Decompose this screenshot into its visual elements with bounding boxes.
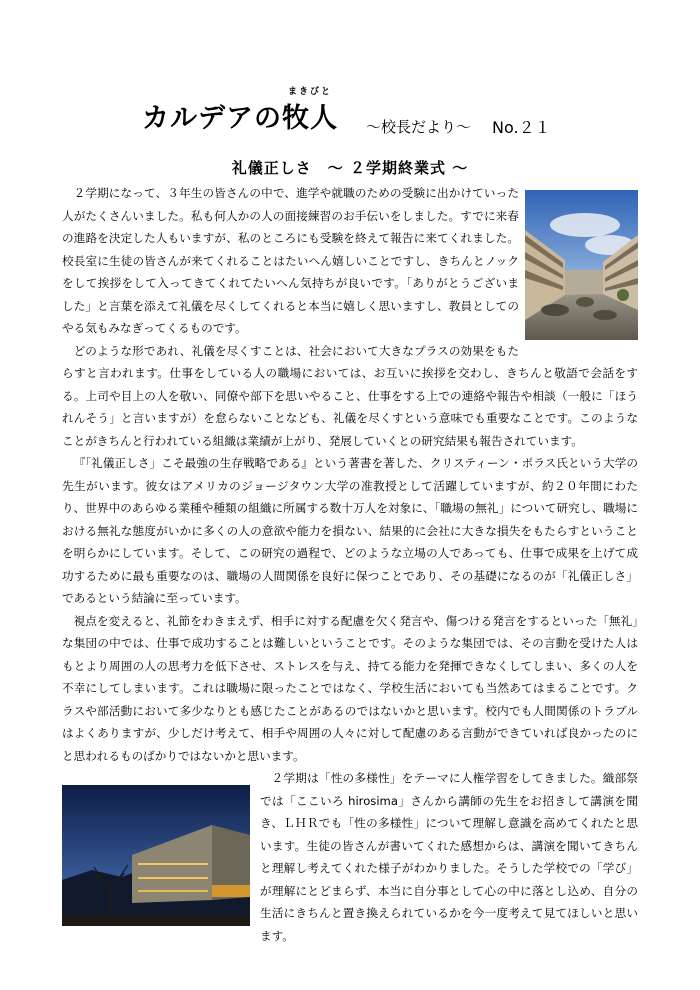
- paragraph: 『「礼儀正しさ」こそ最強の生存戦略である』という著書を著した、クリスティーン・ポラス氏という大学の先生がいます。彼女はアメリカのジョージタウン大学の准教授として活躍していますが、約２０年間にわたり、世界中のあらゆる業種や種類の組織に所属する数十万人を対象に、「職場の無礼」について研究し、職場における無礼な態度がいかに多くの人の意欲や能力を損ない、結果的に会社に大きな損失をもたらすということを明らかにしています。そして、この研究の過程で、どのような立場の人であっても、仕事で成果を上げて成功するために最も重要なのは、職場の人間関係を良好に保つことであり、その基礎になるのが「礼儀正しさ」であるという結論に至っています。: [62, 456, 638, 605]
- title-ruby: [282, 87, 338, 135]
- newsletter-subtitle-tag: ～校長だより～: [366, 118, 472, 136]
- newsletter-title: [142, 87, 338, 135]
- title-ruby-reading: まきびと: [287, 87, 332, 97]
- newsletter-header: [0, 86, 700, 146]
- title-text: カルデアの: [142, 103, 282, 134]
- paragraph: ２学期は「性の多様性」をテーマに人権学習をしてきました。織部祭では「ここいろ hirosima」さんから講師の先生をお招きして講演を聞き、ＬＨＲでも「性の多様性」について理解し意識を高めてくれたと思います。生徒の皆さんが書いてくれた感想からは、講演を聞いてきちんと理解し考えてくれた様子がわかりました。そうした学校での「学び」が理解にとどまらず、本当に自分事として心の中に落とし込め、自分の生活にきちんと置き換えられているかを今一度考えて見てほしいと思います。: [260, 771, 638, 943]
- paragraph: 視点を変えると、礼節をわきまえず、相手に対する配慮を欠く発言や、傷つける発言をするといった「無礼」な集団の中では、仕事で成功することは難しいということです。そのような集団では、その言動を受けた人はもとより周囲の人の思考力を低下させ、ストレスを与え、持てる能力を発揮できなくしてしまい、多くの人を不幸にしてしまいます。これは職場に限ったことではなく、学校生活においても当然あてはまることです。クラスや部活動において多少なりとも感じたことがあるのではないかと思います。校内でも人間関係のトラブルはよくありますが、少しだけ考えて、相手や周囲の人々に対して配慮のある言動ができていれば良かったのにと思われるものばかりではないかと思います。: [62, 613, 638, 763]
- paragraph: ２学期になって、３年生の皆さんの中で、進学や就職のための受験に出かけていった人がたくさんいました。私も何人かの人の面接練習のお手伝いをしました。すでに来春の進路を決定した人もいますが、私のところにも受験を終えて報告に来てくれました。校長室に生徒の皆さんが来てくれることはたいへん嬉しいことですし、きちんとノックをして挨拶をして入ってきてくれてたいへん気持ちが良いです。「ありがとうございました」と言葉を添えて礼儀を尽くしてくれると本当に嬉しく思いますし、教員としてのやる気もみなぎってくるものです。: [62, 186, 519, 335]
- article-body: [62, 182, 638, 947]
- title-ruby-base: 牧人: [282, 103, 338, 134]
- paragraph: どのような形であれ、礼儀を尽くすことは、社会において大きなプラスの効果をもたらすと言われます。仕事をしている人の職場においては、お互いに挨拶を交わし、きちんと敬語で会話をする。上司や目上の人を敬い、同僚や部下を思いやること、仕事をする上での連絡や報告や相談（一般に「ほうれんそう」と言いますが）を怠らないことなども、礼儀を尽くすという意味でも重要なことです。このようなことがきちんと行われている組織は業績が上がり、発展していくとの研究結果も報告されています。: [62, 343, 638, 448]
- article-heading: 礼儀正しさ ～ ２学期終業式 ～: [231, 159, 469, 177]
- school-building-night-photo: [62, 785, 250, 926]
- school-courtyard-photo: [525, 190, 638, 340]
- issue-number: No.２１: [492, 118, 551, 137]
